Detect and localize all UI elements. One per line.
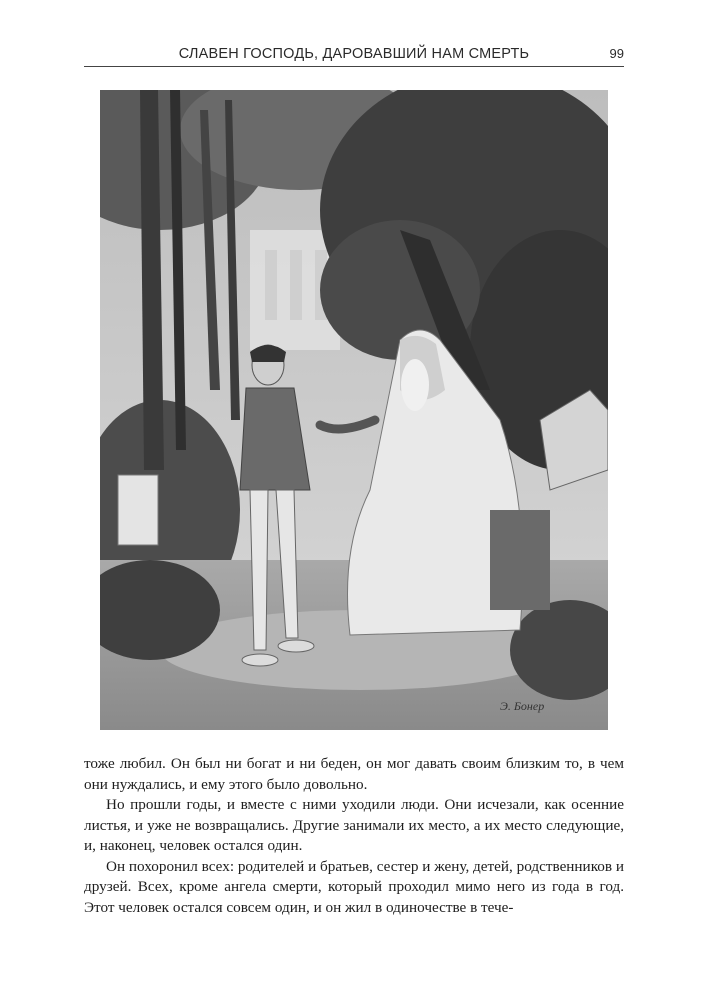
- paragraph-3: Он похоронил всех: родителей и братьев, сестер и жену, детей, родственников и друзей. Всех, кроме ангела смерти, который проходил мимо него из года в год. Этот человек остался совсем один, и он жил в одиночестве в тече-: [84, 857, 624, 916]
- running-head: [84, 46, 624, 68]
- body-text: [84, 754, 624, 918]
- page-number: 99: [609, 46, 624, 61]
- engraving-drawing: [100, 90, 608, 730]
- header-rule: [84, 66, 624, 67]
- artist-signature: Э. Бонер: [500, 699, 545, 713]
- paragraph-1: тоже любил. Он был ни богат и ни беден, он мог давать своим близким то, в чем они нуждались, и ему этого было довольно.: [84, 755, 624, 793]
- illustration: [100, 90, 608, 730]
- running-title: СЛАВЕН ГОСПОДЬ, ДАРОВАВШИЙ НАМ СМЕРТЬ: [178, 46, 530, 62]
- paragraph-2: Но прошли годы, и вместе с ними уходили люди. Они исчезали, как осенние листья, и уже не возвращались. Другие занимали их место, а их место следующие, и, наконец, человек остался один.: [84, 796, 624, 854]
